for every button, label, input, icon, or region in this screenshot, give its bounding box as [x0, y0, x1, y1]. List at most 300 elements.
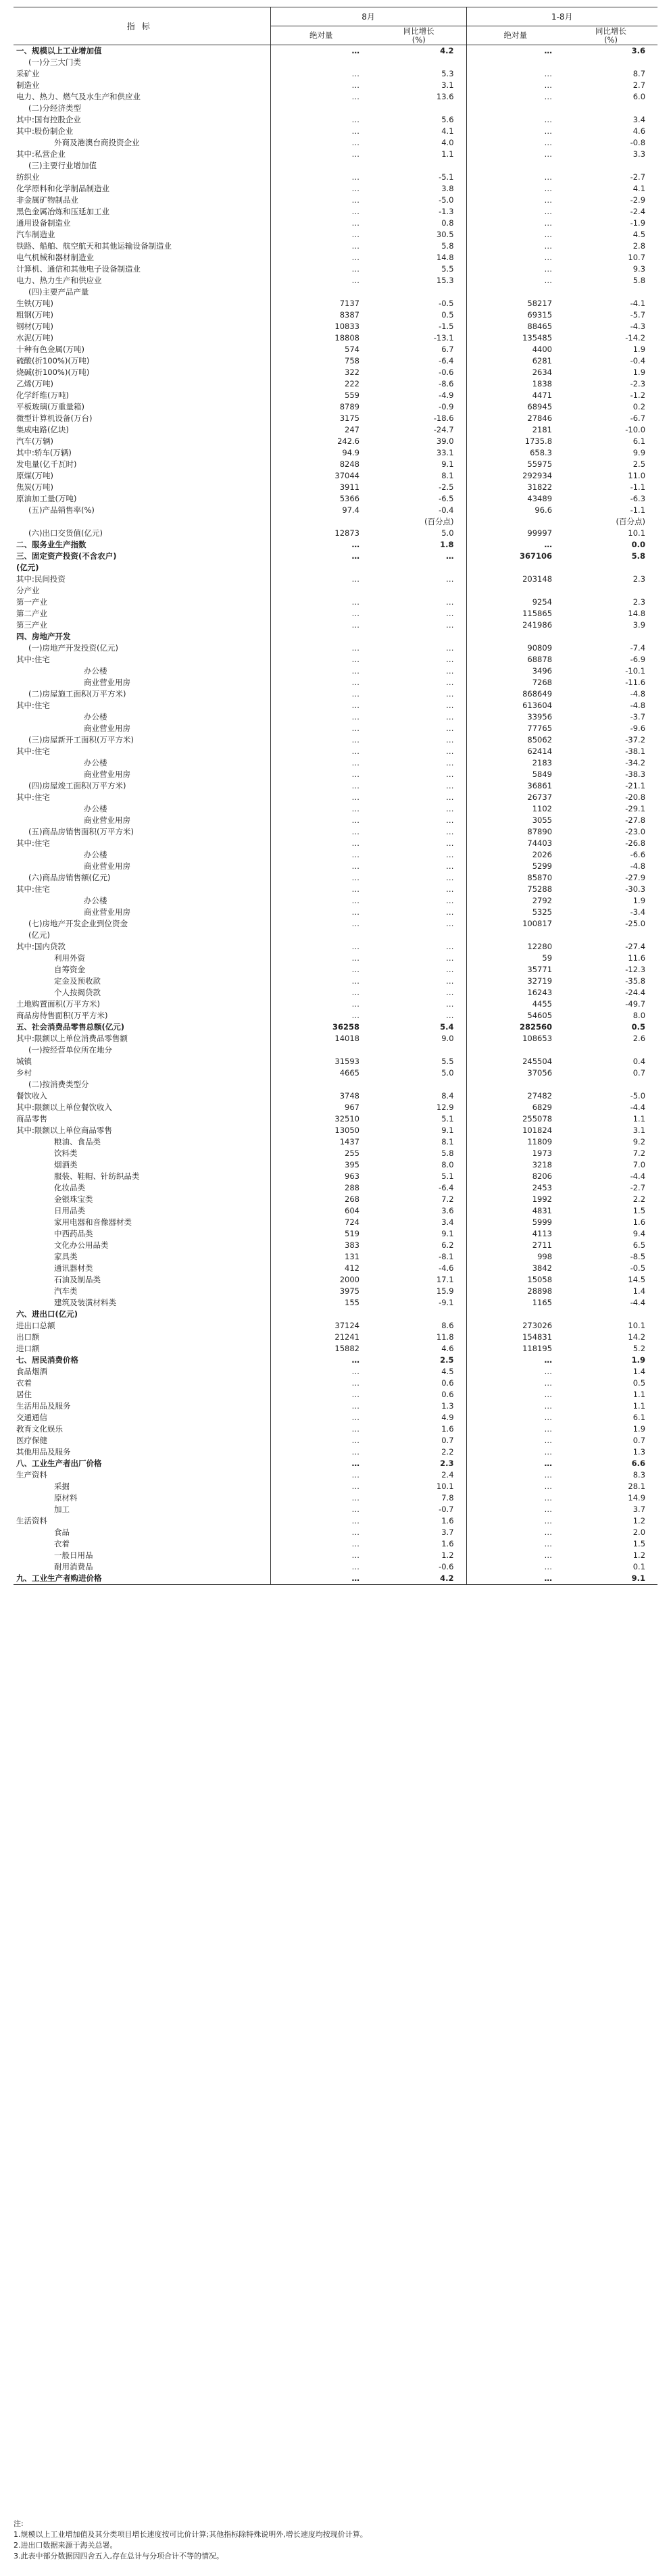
august-growth: 5.3: [441, 69, 454, 78]
row-label-text: 其中:国内贷款: [16, 942, 66, 951]
jan-aug-value: 3055: [532, 815, 553, 825]
august-value-cell: [270, 149, 372, 160]
jan-aug-growth-cell: [564, 964, 657, 976]
jan-aug-value: …: [544, 1401, 553, 1411]
august-value-cell: [270, 551, 372, 574]
jan-aug-growth-cell: [564, 872, 657, 884]
jan-aug-growth: 9.1: [631, 1573, 646, 1583]
jan-aug-growth: 7.2: [632, 1148, 646, 1158]
jan-aug-value: …: [544, 1573, 553, 1583]
jan-aug-value: 37056: [527, 1068, 553, 1078]
row-label: [14, 953, 270, 964]
august-value-cell: [270, 1355, 372, 1366]
august-growth-cell: [372, 160, 466, 172]
august-growth: 30.5: [436, 230, 454, 239]
jan-aug-growth-cell: [564, 551, 657, 574]
jan-aug-value-cell: [466, 631, 564, 642]
jan-aug-growth: -1.2: [630, 390, 646, 400]
row-label: [14, 631, 270, 642]
row-label: [14, 413, 270, 424]
jan-aug-growth: 1.5: [632, 1539, 646, 1548]
row-label: [14, 149, 270, 160]
august-value-cell: [270, 137, 372, 149]
jan-aug-abs-header: 绝对量: [466, 26, 564, 45]
august-value: …: [351, 264, 359, 274]
august-growth-cell: [372, 711, 466, 723]
jan-aug-growth: -9.6: [630, 724, 646, 733]
august-growth: 1.8: [440, 540, 454, 549]
august-value-cell: [270, 1320, 372, 1332]
jan-aug-growth-cell: [564, 241, 657, 252]
row-label: [14, 505, 270, 528]
row-label: [14, 1182, 270, 1194]
row-label: [14, 470, 270, 482]
august-value-cell: [270, 1286, 372, 1297]
jan-aug-value: 101824: [522, 1126, 553, 1135]
statistics-table-container: [14, 7, 657, 2515]
table-row: [14, 1182, 657, 1194]
row-label: [14, 1446, 270, 1458]
jan-aug-growth-cell: [564, 1102, 657, 1113]
august-value: …: [351, 827, 359, 836]
jan-aug-growth: 3.3: [632, 149, 646, 159]
august-growth-cell: [372, 861, 466, 872]
jan-aug-value-cell: [466, 1033, 564, 1044]
august-value-cell: [270, 1067, 372, 1079]
jan-aug-growth-cell: [564, 987, 657, 999]
row-label-text: 分产业: [16, 586, 40, 595]
jan-aug-value-cell: [466, 1400, 564, 1412]
jan-aug-growth: -6.3: [630, 494, 646, 503]
august-growth: -4.9: [439, 390, 454, 400]
jan-aug-value: …: [544, 115, 553, 124]
row-label: [14, 1194, 270, 1205]
jan-aug-growth-cell: [564, 895, 657, 907]
row-label-text: 办公楼: [84, 896, 107, 905]
jan-aug-value: 115865: [522, 609, 553, 618]
august-value-cell: [270, 1515, 372, 1527]
table-row: [14, 757, 657, 769]
jan-aug-value: 282560: [520, 1022, 553, 1032]
jan-aug-value-cell: [466, 907, 564, 918]
august-value-cell: [270, 1527, 372, 1538]
jan-aug-value: …: [544, 46, 553, 55]
table-row: [14, 413, 657, 424]
row-label: [14, 482, 270, 493]
august-value-cell: [270, 1171, 372, 1182]
jan-aug-value-cell: [466, 1297, 564, 1309]
jan-aug-growth-cell: [564, 1286, 657, 1297]
jan-aug-value-cell: [466, 57, 564, 68]
august-growth: …: [446, 747, 454, 756]
jan-aug-value-cell: [466, 137, 564, 149]
august-growth-cell: [372, 1136, 466, 1148]
jan-aug-value-cell: [466, 1274, 564, 1286]
august-value-cell: [270, 505, 372, 528]
august-value: …: [351, 1527, 359, 1537]
row-label: [14, 1136, 270, 1148]
row-label: [14, 252, 270, 263]
august-value: …: [351, 804, 359, 813]
row-label-text: (五)产品销售率(%): [28, 505, 95, 515]
august-value: …: [351, 850, 359, 859]
august-value-cell: [270, 1492, 372, 1504]
jan-aug-value: …: [544, 253, 553, 262]
jan-aug-value: 74403: [527, 838, 553, 848]
august-value: …: [351, 126, 359, 136]
august-growth: -9.1: [439, 1298, 454, 1307]
august-value: …: [351, 551, 359, 561]
row-label: [14, 551, 270, 574]
table-row: [14, 1136, 657, 1148]
august-value-cell: [270, 757, 372, 769]
august-value: 758: [345, 356, 359, 365]
row-label: [14, 218, 270, 229]
row-label-text: 五、社会消费品零售总额(亿元): [16, 1022, 125, 1032]
jan-aug-value: …: [544, 207, 553, 216]
august-value: 383: [345, 1240, 359, 1250]
august-growth-cell: [372, 1435, 466, 1446]
jan-aug-value: 1735.8: [524, 436, 553, 446]
row-label-text: 其中:住宅: [16, 792, 50, 802]
table-row: [14, 907, 657, 918]
row-label: [14, 872, 270, 884]
row-label-text: 平板玻璃(万重量箱): [16, 402, 84, 411]
august-growth: 9.1: [441, 1126, 454, 1135]
jan-aug-growth-cell: [564, 1194, 657, 1205]
august-growth-cell: [372, 1527, 466, 1538]
august-growth-cell: [372, 344, 466, 355]
august-growth: -8.1: [439, 1252, 454, 1261]
august-value-cell: [270, 80, 372, 91]
row-label-text: 化学纤维(万吨): [16, 390, 69, 400]
row-label: [14, 1573, 270, 1585]
row-label: [14, 1159, 270, 1171]
row-label-text: 化妆品类: [54, 1183, 85, 1192]
august-value: …: [351, 1482, 359, 1491]
august-growth-cell: [372, 1446, 466, 1458]
row-label: [14, 1538, 270, 1550]
row-label: [14, 1033, 270, 1044]
august-growth-cell: [372, 1113, 466, 1125]
august-growth-cell: [372, 803, 466, 815]
august-growth-cell: [372, 1228, 466, 1240]
august-growth-cell: [372, 964, 466, 976]
august-growth-cell: [372, 872, 466, 884]
row-label: [14, 160, 270, 172]
august-value-cell: [270, 1389, 372, 1400]
jan-aug-value: …: [544, 540, 553, 549]
august-value-cell: [270, 597, 372, 608]
table-row: [14, 367, 657, 378]
jan-aug-value-cell: [466, 355, 564, 367]
jan-aug-value: 31822: [527, 482, 553, 492]
jan-aug-value: 1992: [532, 1194, 553, 1204]
august-value-cell: [270, 976, 372, 987]
august-value: …: [351, 1011, 359, 1020]
row-label-text: 出口额: [16, 1332, 40, 1342]
jan-aug-value-cell: [466, 688, 564, 700]
jan-aug-growth: -20.8: [625, 792, 646, 802]
jan-aug-value-cell: [466, 677, 564, 688]
august-growth: 3.8: [441, 184, 454, 193]
jan-aug-growth: 0.5: [631, 1022, 646, 1032]
row-label: [14, 275, 270, 286]
jan-aug-growth-cell: [564, 608, 657, 620]
table-row: [14, 987, 657, 999]
jan-aug-growth-cell: [564, 757, 657, 769]
jan-aug-value-cell: [466, 114, 564, 126]
jan-aug-growth-cell: [564, 723, 657, 734]
row-label: [14, 1171, 270, 1182]
jan-aug-value-cell: [466, 872, 564, 884]
row-label: [14, 907, 270, 918]
table-row: [14, 688, 657, 700]
august-growth-cell: [372, 574, 466, 585]
jan-aug-value: 27846: [527, 413, 553, 423]
jan-aug-value-cell: [466, 1228, 564, 1240]
august-value-cell: [270, 1458, 372, 1469]
table-row: [14, 1286, 657, 1297]
august-growth-cell: [372, 1148, 466, 1159]
jan-aug-growth: 14.5: [628, 1275, 646, 1284]
august-growth: …: [446, 689, 454, 699]
row-label-text-line2: (亿元): [16, 563, 39, 572]
jan-aug-growth-cell: [564, 1469, 657, 1481]
growth-header-line2: (%): [604, 34, 618, 45]
table-row: [14, 711, 657, 723]
jan-aug-growth: -38.3: [625, 769, 646, 779]
august-value-cell: [270, 1297, 372, 1309]
jan-aug-value-cell: [466, 711, 564, 723]
row-label: [14, 1469, 270, 1481]
jan-aug-growth: 0.7: [632, 1068, 646, 1078]
row-label-text: (四)主要产品产量: [28, 287, 89, 297]
row-label-text: 一般日用品: [54, 1550, 93, 1560]
august-growth-cell: [372, 907, 466, 918]
row-label-text: 十种有色金属(万吨): [16, 345, 84, 354]
august-growth-cell: [372, 57, 466, 68]
august-value: 242.6: [337, 436, 359, 446]
jan-aug-value-cell: [466, 723, 564, 734]
row-label-text: (一)按经营单位所在地分: [28, 1045, 112, 1055]
august-value: …: [351, 276, 359, 285]
jan-aug-growth: 5.8: [631, 551, 646, 561]
growth-header-line1: 同比增长: [595, 26, 627, 36]
jan-aug-value: 4113: [532, 1229, 553, 1238]
row-label-text: 办公楼: [84, 712, 107, 722]
august-value: 94.9: [342, 448, 359, 457]
jan-aug-value: 135485: [522, 333, 553, 343]
table-row: [14, 884, 657, 895]
jan-aug-growth-cell: [564, 91, 657, 103]
jan-aug-value: …: [544, 218, 553, 228]
august-value: …: [351, 253, 359, 262]
jan-aug-value: …: [544, 184, 553, 193]
table-row: [14, 298, 657, 309]
jan-aug-growth: -1.1: [630, 482, 646, 492]
table-row: [14, 1412, 657, 1423]
table-row: [14, 1550, 657, 1561]
jan-aug-growth: 9.4: [632, 1229, 646, 1238]
table-row: [14, 309, 657, 321]
jan-aug-value: …: [544, 1470, 553, 1480]
jan-aug-growth-cell: [564, 1033, 657, 1044]
jan-aug-value: …: [544, 138, 553, 147]
august-growth-unit: (百分点): [424, 517, 454, 526]
jan-aug-growth: -5.7: [630, 310, 646, 320]
jan-aug-value: 3842: [532, 1263, 553, 1273]
august-value-cell: [270, 436, 372, 447]
jan-aug-growth: 2.3: [632, 574, 646, 584]
august-value-cell: [270, 195, 372, 206]
august-growth: 5.4: [440, 1022, 454, 1032]
row-label: [14, 838, 270, 849]
august-value-cell: [270, 309, 372, 321]
jan-aug-growth-cell: [564, 275, 657, 286]
august-value-cell: [270, 1366, 372, 1378]
footnotes: [14, 2519, 657, 2562]
table-row: [14, 275, 657, 286]
row-label-text: 铁路、船舶、航空航天和其他运输设备制造业: [16, 241, 172, 251]
august-value-cell: [270, 103, 372, 114]
jan-aug-growth: -12.3: [625, 965, 646, 974]
jan-aug-value-cell: [466, 1423, 564, 1435]
august-growth: 3.6: [441, 1206, 454, 1215]
august-growth-cell: [372, 1550, 466, 1561]
august-growth-cell: [372, 1125, 466, 1136]
august-growth: 5.0: [441, 528, 454, 538]
row-label-text: 商业营业用房: [84, 907, 130, 917]
august-value-cell: [270, 872, 372, 884]
jan-aug-value: …: [544, 92, 553, 101]
august-value-cell: [270, 987, 372, 999]
jan-aug-value-cell: [466, 1343, 564, 1355]
august-growth-cell: [372, 413, 466, 424]
august-value: …: [351, 1470, 359, 1480]
august-value-cell: [270, 332, 372, 344]
august-growth: -6.4: [439, 1183, 454, 1192]
table-row: [14, 1366, 657, 1378]
jan-aug-growth: 1.4: [632, 1286, 646, 1296]
august-growth: 4.0: [441, 138, 454, 147]
august-value: …: [351, 815, 359, 825]
august-value-cell: [270, 229, 372, 241]
jan-aug-growth-cell: [564, 103, 657, 114]
august-growth: …: [446, 655, 454, 664]
table-row: [14, 1538, 657, 1550]
jan-aug-value-cell: [466, 1136, 564, 1148]
august-growth: …: [446, 724, 454, 733]
august-growth-cell: [372, 757, 466, 769]
table-row: [14, 826, 657, 838]
august-growth: 2.3: [440, 1459, 454, 1468]
jan-aug-growth: -4.8: [630, 689, 646, 699]
row-label: [14, 711, 270, 723]
table-row: [14, 424, 657, 436]
row-label-text: 其中:住宅: [16, 747, 50, 756]
august-growth-cell: [372, 1412, 466, 1423]
jan-aug-value: …: [544, 1355, 553, 1365]
jan-aug-growth: 1.1: [632, 1401, 646, 1411]
jan-aug-growth: -37.2: [625, 735, 646, 744]
jan-aug-value-cell: [466, 229, 564, 241]
august-growth: 1.6: [441, 1539, 454, 1548]
table-row: [14, 344, 657, 355]
jan-aug-growth: -6.6: [630, 850, 646, 859]
jan-aug-value: 241986: [522, 620, 553, 630]
jan-aug-value-cell: [466, 1079, 564, 1090]
august-growth-cell: [372, 976, 466, 987]
jan-aug-value-cell: [466, 953, 564, 964]
august-value-cell: [270, 45, 372, 57]
jan-aug-value: 1973: [532, 1148, 553, 1158]
table-row: [14, 1010, 657, 1021]
table-row: [14, 1205, 657, 1217]
jan-aug-value-cell: [466, 1251, 564, 1263]
august-value: …: [351, 976, 359, 986]
row-label-text: (六)商品房销售额(亿元): [28, 873, 111, 882]
jan-aug-growth-cell: [564, 1309, 657, 1320]
august-growth-cell: [372, 206, 466, 218]
august-value: …: [351, 769, 359, 779]
jan-aug-growth: -30.3: [625, 884, 646, 894]
jan-aug-value-cell: [466, 1446, 564, 1458]
jan-aug-value: …: [544, 1447, 553, 1457]
august-value: …: [351, 942, 359, 951]
table-row: [14, 838, 657, 849]
row-label-text: 汽车(万辆): [16, 436, 53, 446]
row-label-text: 烧碱(折100%)(万吨): [16, 368, 90, 377]
august-value: …: [351, 1367, 359, 1376]
table-row: [14, 493, 657, 505]
august-value-cell: [270, 941, 372, 953]
row-label: [14, 1515, 270, 1527]
row-label: [14, 80, 270, 91]
jan-aug-growth: 10.1: [628, 528, 646, 538]
august-value-cell: [270, 803, 372, 815]
row-label-text: 电力、热力生产和供应业: [16, 276, 102, 285]
row-label-text: 第三产业: [16, 620, 47, 630]
table-row: [14, 1515, 657, 1527]
row-label: [14, 976, 270, 987]
august-growth-header: [372, 26, 466, 45]
row-label-text: 家用电器和音像器材类: [54, 1217, 132, 1227]
august-value: 604: [345, 1206, 359, 1215]
august-growth-cell: [372, 1458, 466, 1469]
jan-aug-value: 75288: [527, 884, 553, 894]
jan-aug-value-cell: [466, 1113, 564, 1125]
jan-aug-value: 43489: [527, 494, 553, 503]
jan-aug-growth: -35.8: [625, 976, 646, 986]
jan-aug-growth-cell: [564, 447, 657, 459]
august-value: 13050: [334, 1126, 359, 1135]
row-label-text: 办公楼: [84, 850, 107, 859]
jan-aug-growth-cell: [564, 183, 657, 195]
august-growth-cell: [372, 1492, 466, 1504]
row-label-text: 进出口总额: [16, 1321, 55, 1330]
jan-aug-value-cell: [466, 654, 564, 665]
jan-aug-growth: 1.1: [632, 1114, 646, 1123]
august-growth-cell: [372, 470, 466, 482]
august-growth-cell: [372, 849, 466, 861]
august-growth: -24.7: [433, 425, 454, 434]
table-row: [14, 918, 657, 941]
august-growth-cell: [372, 286, 466, 298]
jan-aug-value: 6281: [532, 356, 553, 365]
jan-aug-value-cell: [466, 734, 564, 746]
august-value-cell: [270, 126, 372, 137]
